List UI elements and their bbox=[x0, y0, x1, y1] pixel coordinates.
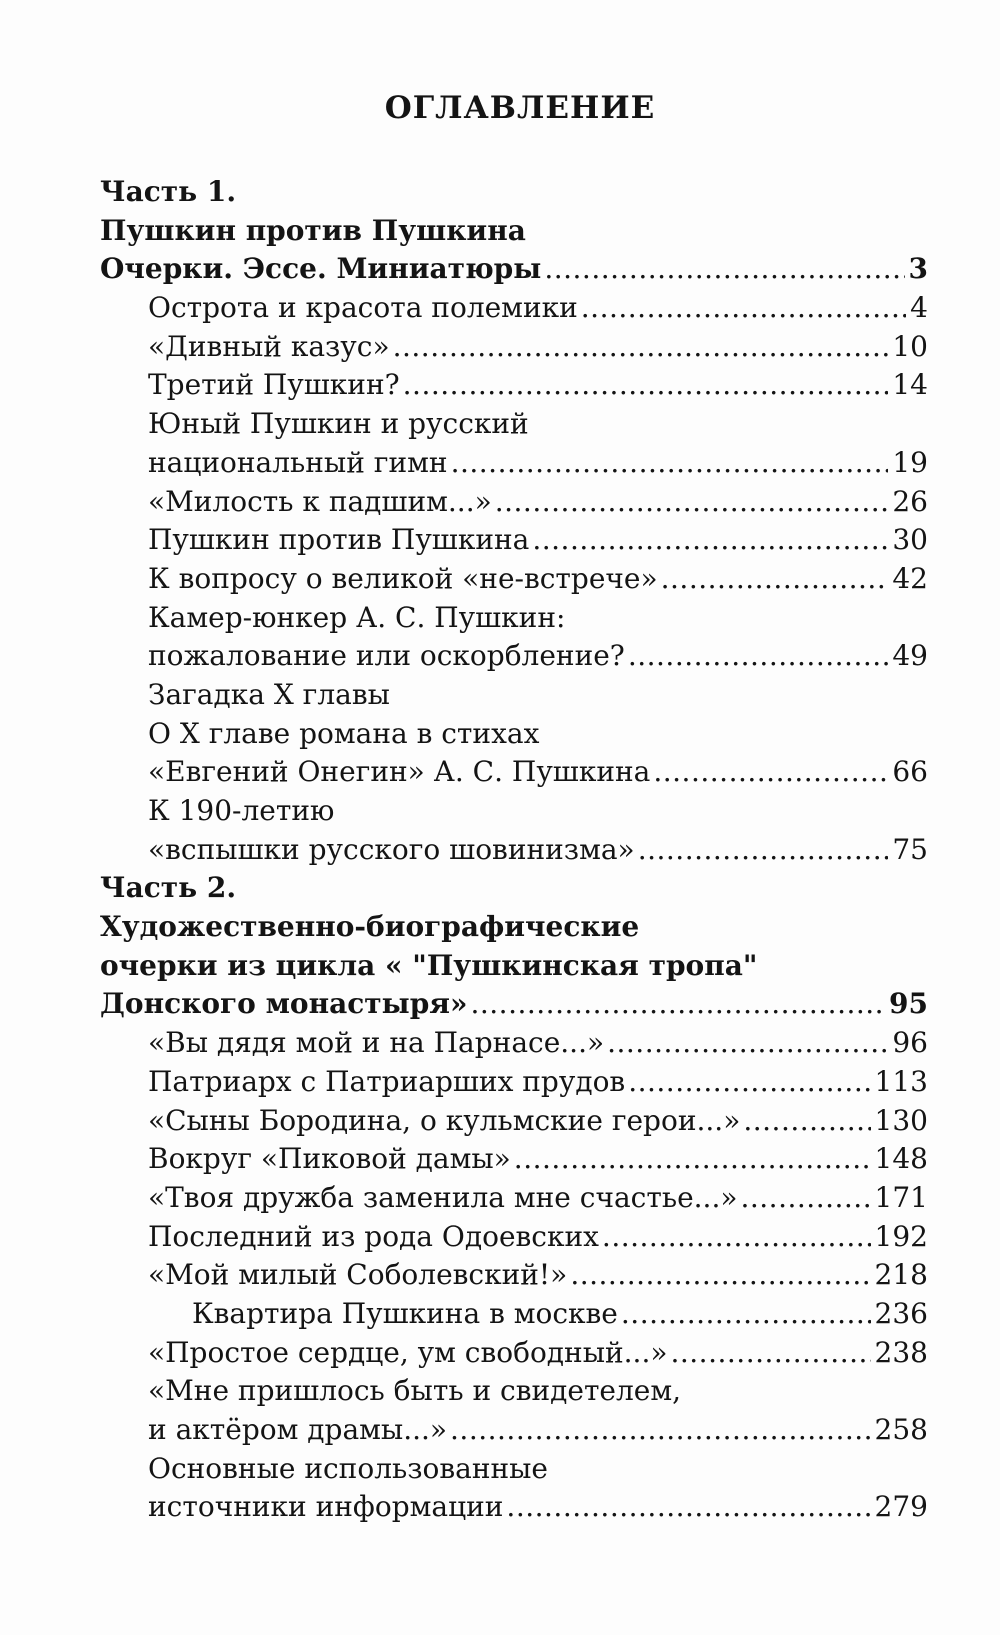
dot-leader bbox=[628, 1063, 870, 1102]
toc-heading-line bbox=[100, 676, 928, 715]
toc-entry-title: национальный гимн bbox=[148, 445, 448, 479]
dot-leader bbox=[532, 521, 888, 560]
toc-heading-line bbox=[100, 869, 928, 908]
toc-entry bbox=[100, 1063, 928, 1102]
toc-heading-line bbox=[100, 599, 928, 638]
toc-entry-title: «Твоя дружба заменила мне счастье...» bbox=[148, 1180, 738, 1214]
toc-heading-line bbox=[100, 173, 928, 212]
toc-entry-title: пожалование или оскорбление? bbox=[148, 639, 625, 673]
dot-leader bbox=[661, 560, 889, 599]
toc-entry-title: «Мой милый Соболевский!» bbox=[148, 1258, 568, 1292]
toc-page-number: 148 bbox=[874, 1142, 928, 1176]
toc-entry bbox=[100, 831, 928, 870]
toc-title: ОГЛАВЛЕНИЕ bbox=[384, 90, 656, 126]
toc-entry-title: Последний из рода Одоевских bbox=[148, 1219, 599, 1253]
toc-page-number: 192 bbox=[874, 1219, 928, 1253]
toc-entry-title: Донского монастыря» bbox=[100, 987, 468, 1021]
toc-entry-title: Художественно-биографические bbox=[100, 910, 640, 944]
dot-leader bbox=[544, 250, 904, 289]
dot-leader bbox=[607, 1024, 888, 1063]
toc-page-number: 75 bbox=[892, 832, 928, 866]
toc-entry-title: «Простое сердце, ум свободный...» bbox=[148, 1335, 668, 1369]
dot-leader bbox=[403, 366, 889, 405]
dot-leader bbox=[506, 1488, 870, 1527]
dot-leader bbox=[743, 1102, 870, 1141]
toc-entry-title: О X главе романа в стихах bbox=[148, 716, 540, 750]
toc-page-number: 26 bbox=[892, 484, 928, 518]
dot-leader bbox=[628, 637, 889, 676]
toc-heading-line bbox=[100, 792, 928, 831]
toc-entry-title: Пушкин против Пушкина bbox=[100, 213, 526, 247]
toc-entry bbox=[100, 521, 928, 560]
toc-entry bbox=[100, 1179, 928, 1218]
toc-entry-title: Вокруг «Пиковой дамы» bbox=[148, 1142, 511, 1176]
dot-leader bbox=[393, 328, 889, 367]
toc-heading-line bbox=[100, 908, 928, 947]
toc-page-number: 258 bbox=[874, 1413, 928, 1446]
dot-leader bbox=[451, 444, 889, 483]
toc-entry-title: Патриарх с Патриарших прудов bbox=[148, 1064, 626, 1098]
toc-page-number: 14 bbox=[892, 368, 928, 402]
toc-page-number: 113 bbox=[874, 1064, 928, 1098]
toc-entry-title: Очерки. Эссе. Миниатюры bbox=[100, 252, 542, 286]
toc-entry-title: «Мне пришлось быть и свидетелем, bbox=[148, 1374, 682, 1408]
toc-page-number: 19 bbox=[892, 445, 928, 479]
toc-entry bbox=[100, 1488, 928, 1527]
toc-entry-title: Основные использованные bbox=[148, 1451, 548, 1485]
toc-page-number: 3 bbox=[908, 252, 928, 286]
toc-entry bbox=[100, 328, 928, 367]
dot-leader bbox=[514, 1140, 871, 1179]
toc-entry bbox=[100, 289, 928, 328]
toc-heading-line bbox=[100, 212, 928, 251]
toc-entry-title: Камер-юнкер А. С. Пушкин: bbox=[148, 600, 566, 634]
dot-leader bbox=[450, 1411, 871, 1450]
toc-page-number: 10 bbox=[892, 329, 928, 363]
toc-page-number: 130 bbox=[874, 1103, 928, 1137]
toc-page-number: 49 bbox=[892, 639, 928, 673]
toc-entry-title: «Дивный казус» bbox=[148, 329, 390, 363]
toc-entry bbox=[100, 1140, 928, 1179]
toc-entry-title: «вспышки русского шовинизма» bbox=[148, 832, 635, 866]
toc-heading-line bbox=[100, 405, 928, 444]
toc-entry bbox=[100, 1256, 928, 1295]
toc-page-number: 66 bbox=[892, 755, 928, 789]
toc-entry-title: источники информации bbox=[148, 1490, 504, 1524]
toc-heading-line bbox=[100, 715, 928, 754]
toc-entry-title: Пушкин против Пушкина bbox=[148, 523, 530, 557]
toc-page-number: 95 bbox=[889, 987, 928, 1021]
toc-entry bbox=[100, 1102, 928, 1141]
toc-entry-title: «Евгений Онегин» А. С. Пушкина bbox=[148, 755, 651, 789]
toc-page-number: 96 bbox=[892, 1026, 928, 1060]
toc-entry-title: Квартира Пушкина в москве bbox=[192, 1296, 618, 1330]
toc-entry-title: Юный Пушкин и русский bbox=[148, 407, 529, 441]
toc-entry bbox=[100, 1334, 928, 1373]
toc-entry bbox=[100, 1218, 928, 1257]
toc-entry-title: Часть 1. bbox=[100, 175, 237, 208]
toc-entry bbox=[100, 1024, 928, 1063]
toc-entry bbox=[100, 1411, 928, 1450]
toc-page-number: 218 bbox=[874, 1258, 928, 1292]
toc-entry-title: очерки из цикла « "Пушкинская тропа" bbox=[100, 948, 758, 982]
toc-entry bbox=[100, 985, 928, 1024]
dot-leader bbox=[670, 1334, 870, 1373]
toc-page-number: 171 bbox=[874, 1180, 928, 1214]
toc-entry-title: Острота и красота полемики bbox=[148, 291, 578, 325]
toc-entry-title: К 190-летию bbox=[148, 794, 335, 827]
toc-entry-title: Третий Пушкин? bbox=[148, 368, 400, 402]
toc-entry-title: Загадка X главы bbox=[148, 677, 390, 711]
dot-leader bbox=[638, 831, 889, 870]
dot-leader bbox=[570, 1256, 870, 1295]
dot-leader bbox=[653, 753, 888, 792]
toc-entry-title: Часть 2. bbox=[100, 871, 237, 905]
toc-entry-title: К вопросу о великой «не-встрече» bbox=[148, 561, 658, 595]
toc-entry-title: «Сыны Бородина, о кульмские герои...» bbox=[148, 1103, 741, 1137]
toc-page-number: 236 bbox=[874, 1296, 928, 1330]
toc-page-number: 238 bbox=[874, 1335, 928, 1369]
table-of-contents bbox=[100, 173, 928, 1527]
toc-entry-title: «Вы дядя мой и на Парнасе...» bbox=[148, 1026, 605, 1060]
toc-heading-line bbox=[100, 1372, 928, 1411]
toc-page-number: 42 bbox=[892, 561, 928, 595]
toc-entry bbox=[100, 250, 928, 289]
toc-entry bbox=[100, 637, 928, 676]
toc-page-number: 30 bbox=[892, 523, 928, 557]
dot-leader bbox=[495, 483, 889, 522]
dot-leader bbox=[621, 1295, 871, 1334]
toc-entry bbox=[100, 444, 928, 483]
toc-page-number: 279 bbox=[874, 1490, 928, 1524]
toc-entry bbox=[100, 483, 928, 522]
dot-leader bbox=[581, 289, 906, 328]
toc-entry bbox=[100, 753, 928, 792]
dot-leader bbox=[470, 985, 885, 1024]
toc-heading-line bbox=[100, 947, 928, 986]
toc-entry bbox=[100, 1295, 928, 1334]
toc-entry-title: и актёром драмы...» bbox=[148, 1413, 448, 1446]
dot-leader bbox=[740, 1179, 870, 1218]
toc-entry bbox=[100, 366, 928, 405]
toc-heading-line bbox=[100, 1450, 928, 1489]
toc-entry bbox=[100, 560, 928, 599]
dot-leader bbox=[602, 1218, 871, 1257]
toc-entry-title: «Милость к падшим...» bbox=[148, 484, 492, 518]
toc-page-number: 4 bbox=[910, 291, 928, 325]
